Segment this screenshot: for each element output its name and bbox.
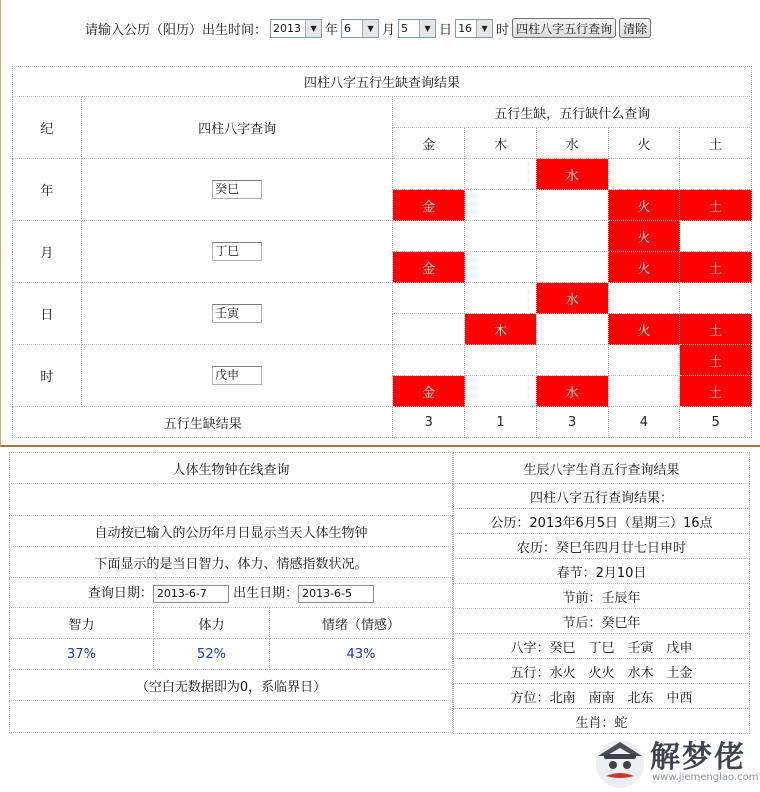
- ganzhi-input[interactable]: 癸巳: [212, 180, 262, 199]
- element-cell: 水: [536, 283, 608, 314]
- element-cell: [393, 221, 465, 252]
- element-cell: [536, 314, 608, 345]
- element-count: 3: [536, 407, 608, 438]
- wuxing-result-table: [12, 66, 752, 438]
- zodiac-line-row: [454, 584, 750, 609]
- header-bazi: 四柱八字查询: [81, 97, 393, 159]
- biorhythm-spacer: [10, 484, 453, 516]
- biorhythm-title: 人体生物钟在线查询: [10, 453, 453, 484]
- year-select[interactable]: 2013 ▼: [270, 19, 322, 38]
- day-unit: 日: [439, 22, 453, 38]
- element-count: 5: [680, 407, 752, 438]
- query-date-input[interactable]: 2013-6-7: [153, 585, 229, 603]
- pillar-row-top: [13, 221, 752, 252]
- element-cell: 土: [680, 252, 752, 283]
- value-physical: 52%: [154, 639, 270, 670]
- element-cell: 金: [393, 252, 465, 283]
- zodiac-line-row: [454, 559, 750, 584]
- element-count: 1: [465, 407, 537, 438]
- header-emotional: 情绪（情感）: [270, 608, 453, 639]
- element-cell: [393, 345, 465, 376]
- ganzhi-input[interactable]: 壬寅: [212, 304, 262, 323]
- month-select[interactable]: 6 ▼: [341, 19, 379, 38]
- biorhythm-date-row: [10, 578, 453, 608]
- element-header: 木: [465, 128, 537, 159]
- zodiac-line-row: [454, 484, 750, 509]
- day-select[interactable]: 5 ▼: [398, 19, 436, 38]
- pillar-rows: [13, 159, 752, 407]
- element-cell: 火: [608, 314, 680, 345]
- hour-unit: 时: [496, 22, 510, 38]
- header-wuxing: 五行生缺，五行缺什么查询: [393, 97, 752, 128]
- element-cell: 木: [465, 314, 537, 345]
- element-header: 火: [608, 128, 680, 159]
- watermark-url: www.jiemenglao.com: [652, 772, 759, 783]
- element-cell: 土: [680, 376, 752, 407]
- watermark-name: 解梦佬: [650, 740, 746, 775]
- element-cell: [393, 314, 465, 345]
- month-unit: 月: [382, 22, 396, 38]
- pillar-row-top: [13, 345, 752, 376]
- biorhythm-note: （空白无数据即为0，系临界日）: [10, 670, 453, 701]
- result-table-title: 四柱八字五行生缺查询结果: [13, 67, 752, 97]
- element-cell: 土: [680, 314, 752, 345]
- element-cell: 火: [608, 190, 680, 221]
- biorhythm-desc1: 自动按已输入的公历年月日显示当天人体生物钟: [10, 516, 453, 547]
- ganzhi-input[interactable]: 丁巳: [212, 242, 262, 261]
- zodiac-line: 节后：癸巳年: [454, 609, 750, 634]
- header-ji: 纪: [13, 97, 82, 159]
- element-cell: 水: [536, 159, 608, 190]
- zodiac-line-row: [454, 684, 750, 709]
- zodiac-line-row: [454, 609, 750, 634]
- query-date-label: 查询日期：: [87, 586, 153, 602]
- biorhythm-desc2: 下面显示的是当日智力、体力、情感指数状况。: [10, 547, 453, 578]
- zodiac-line: 方位：北南 南南 北东 中西: [454, 684, 750, 709]
- summary-label: 五行生缺结果: [13, 407, 393, 438]
- zodiac-line: 五行：水火 火火 水木 土金: [454, 659, 750, 684]
- value-emotional: 43%: [270, 639, 453, 670]
- site-watermark: [590, 728, 760, 792]
- element-cell: [465, 345, 537, 376]
- element-cell: [465, 376, 537, 407]
- element-header: 土: [680, 128, 752, 159]
- chevron-down-icon: ▼: [419, 20, 435, 37]
- birth-date-label: 出生日期：: [233, 586, 299, 602]
- element-cell: 火: [608, 252, 680, 283]
- element-cell: 金: [393, 376, 465, 407]
- zodiac-line-row: [454, 634, 750, 659]
- biorhythm-footer-spacer: [10, 701, 453, 733]
- element-count: 4: [608, 407, 680, 438]
- chevron-down-icon: ▼: [305, 20, 321, 37]
- element-header: 金: [393, 128, 465, 159]
- ganzhi-cell: [81, 283, 393, 345]
- zodiac-line-row: [454, 534, 750, 559]
- header-intellect: 智力: [10, 608, 154, 639]
- element-count: 3: [393, 407, 465, 438]
- header-physical: 体力: [154, 608, 270, 639]
- element-cell: 火: [608, 221, 680, 252]
- biorhythm-table: [9, 452, 453, 733]
- element-cell: [393, 283, 465, 314]
- zodiac-table: [453, 452, 750, 734]
- zodiac-line: 公历：2013年6月5日（星期三）16点: [454, 509, 750, 534]
- element-cell: [536, 221, 608, 252]
- zodiac-line-row: [454, 509, 750, 534]
- ganzhi-input[interactable]: 戊申: [212, 366, 262, 385]
- element-header: 水: [536, 128, 608, 159]
- birth-date-input[interactable]: 2013-6-5: [298, 585, 374, 603]
- year-unit: 年: [325, 22, 339, 38]
- pillar-row-top: [13, 283, 752, 314]
- ganzhi-cell: [81, 345, 393, 407]
- ganzhi-cell: [81, 159, 393, 221]
- element-cell: [465, 159, 537, 190]
- zodiac-line: 节前：壬辰年: [454, 584, 750, 609]
- pillar-name: 日: [13, 283, 82, 345]
- zodiac-line: 春节：2月10日: [454, 559, 750, 584]
- element-cell: 水: [536, 376, 608, 407]
- element-cell: [536, 190, 608, 221]
- element-cell: [465, 190, 537, 221]
- zodiac-line: 四柱八字五行查询结果：: [454, 484, 750, 509]
- element-cell: [680, 283, 752, 314]
- element-cell: [465, 221, 537, 252]
- chevron-down-icon: ▼: [476, 20, 492, 37]
- element-cell: 土: [680, 190, 752, 221]
- zodiac-line-row: [454, 659, 750, 684]
- clear-button[interactable]: 清除: [619, 18, 651, 38]
- ganzhi-cell: [81, 221, 393, 283]
- query-button[interactable]: 四柱八字五行查询: [512, 18, 616, 38]
- value-intellect: 37%: [10, 639, 154, 670]
- zodiac-lines: [454, 484, 750, 734]
- element-cell: [608, 159, 680, 190]
- element-cell: [465, 283, 537, 314]
- detective-logo-icon: [590, 730, 650, 790]
- hour-select[interactable]: 16 ▼: [455, 19, 493, 38]
- element-cell: [608, 376, 680, 407]
- zodiac-line: 生肖：蛇: [454, 709, 750, 734]
- element-cell: [680, 221, 752, 252]
- element-cell: [536, 252, 608, 283]
- element-cell: 金: [393, 190, 465, 221]
- pillar-name: 时: [13, 345, 82, 407]
- element-cell: [393, 159, 465, 190]
- zodiac-line: 八字：癸巳 丁巳 壬寅 戊申: [454, 634, 750, 659]
- element-cell: [608, 345, 680, 376]
- pillar-name: 年: [13, 159, 82, 221]
- chevron-down-icon: ▼: [362, 20, 378, 37]
- pillar-name: 月: [13, 221, 82, 283]
- zodiac-title: 生辰八字生肖五行查询结果: [454, 453, 750, 484]
- zodiac-line: 农历：癸巳年四月廿七日申时: [454, 534, 750, 559]
- element-cell: [465, 252, 537, 283]
- element-cell: 土: [680, 345, 752, 376]
- birth-time-form: [85, 17, 651, 39]
- element-cell: [608, 283, 680, 314]
- pillar-row-top: [13, 159, 752, 190]
- element-cell: [536, 345, 608, 376]
- element-cell: [680, 159, 752, 190]
- form-prompt: 请输入公历（阳历）出生时间：: [85, 22, 268, 38]
- summary-row: [13, 407, 752, 438]
